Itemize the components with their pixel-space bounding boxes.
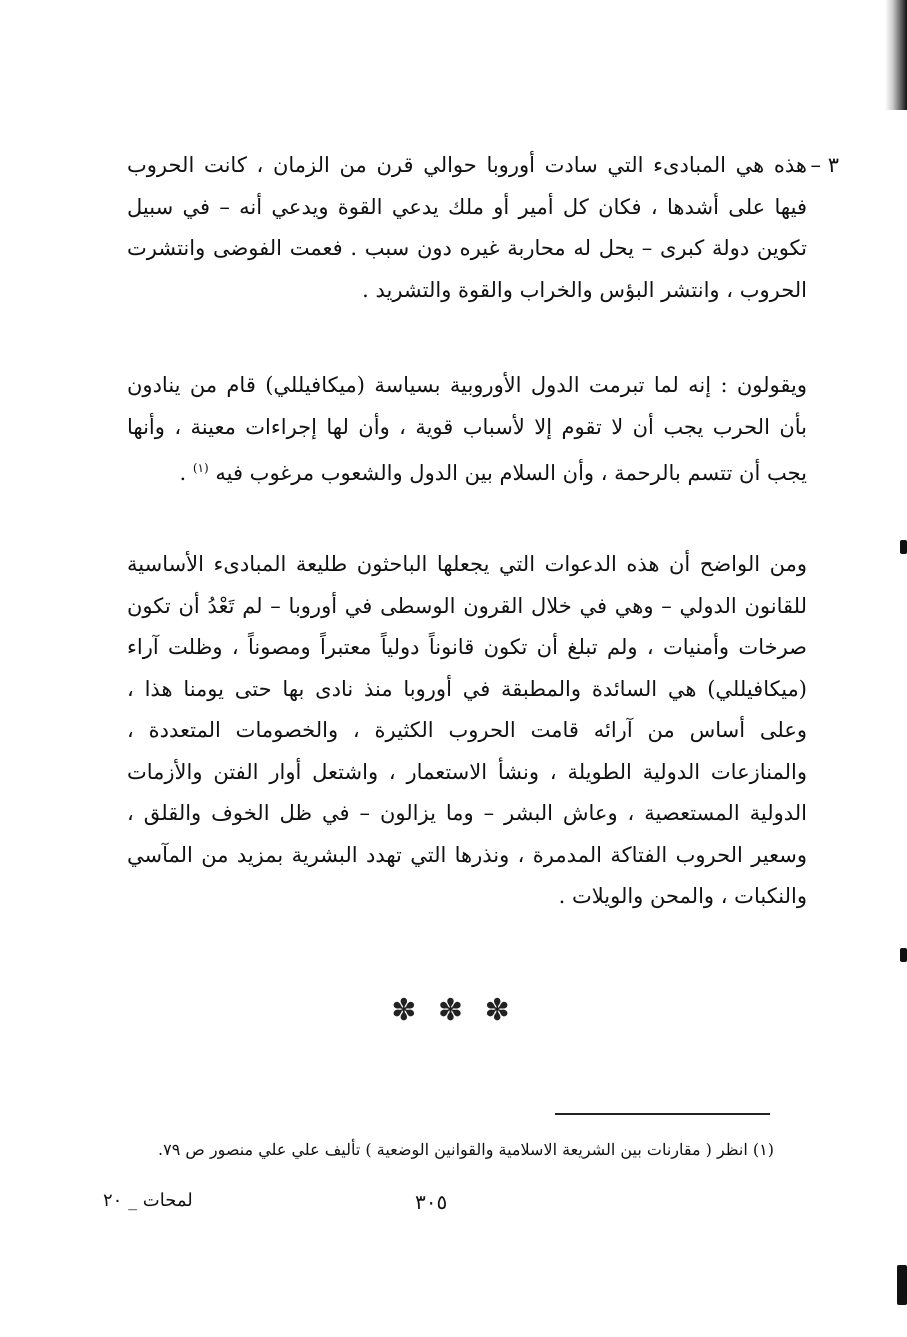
signature-mark: لمحات _ ٢٠ (103, 1190, 193, 1211)
page-number: ٣٠٥ (415, 1190, 448, 1214)
paragraph-2-text: ويقولون : إنه لما تبرمت الدول الأوروبية بسياسة (ميكافيللي) قام من ينادون بأن الحرب يجب أن لا تقوم إلا لأسباب قوية ، وأن لها إجراءات معينة ، وأنها يجب أن تتسم بالرحمة ، وأن السلام بين الدول والشعوب مرغوب فيه (127, 373, 807, 485)
page-edge-mark (897, 1265, 907, 1305)
paragraph-2-trailer: . (179, 461, 193, 485)
section-separator: ✽ ✽ ✽ (391, 993, 516, 1028)
paragraph-2 (127, 365, 807, 495)
paragraph-number (805, 145, 839, 187)
page-edge-mark (900, 540, 907, 554)
paragraph-number-value: ٣ (827, 153, 839, 177)
paragraph-number-dash: – (810, 153, 822, 177)
footnote-reference[interactable]: (١) (192, 461, 209, 475)
footnote-divider (555, 1113, 770, 1115)
binding-edge-shadow (885, 0, 907, 110)
page-edge-mark (900, 948, 907, 962)
paragraph-1: هذه هي المبادىء التي سادت أوروبا حوالي قرن من الزمان ، كانت الحروب فيها على أشدها ، فكان كل أمير أو ملك يدعي القوة ويدعي أنه – في سبيل تكوين دولة كبرى – يحل له محاربة غيره دون سبب . فعمت الفوضى وانتشرت الحروب ، وانتشر البؤس والخراب والقوة والتشريد . (127, 153, 807, 302)
footnote-text: (١) انظر ( مقارنات بين الشريعة الاسلامية والقوانين الوضعية ) تأليف علي علي منصور ص ٧٩. (158, 1140, 774, 1159)
paragraph-3: ومن الواضح أن هذه الدعوات التي يجعلها الباحثون طليعة المبادىء الأساسية للقانون الدولي – وهي في خلال القرون الوسطى في أوروبا – لم تَعْدُ أن تكون صرخات وأمنيات ، ولم تبلغ أن تكون قانوناً دولياً معتبراً ومصوناً ، وظلت آراء (ميكافيللي) هي السائدة والمطبقة في أوروبا منذ نادى بها حتى يومنا هذا ، وعلى أساس من آرائه قامت الحروب الكثيرة ، والخصومات المتعددة ، والمنازعات الدولية الطويلة ، ونشأ الاستعمار ، واشتعل أوار الفتن والأزمات الدولية المستعصية ، وعاش البشر – وما يزالون – في ظل الخوف والقلق ، وسعير الحروب الفتاكة المدمرة ، ونذرها التي تهدد البشرية بمزيد من المآسي والنكبات ، والمحن والويلات . (127, 552, 808, 908)
